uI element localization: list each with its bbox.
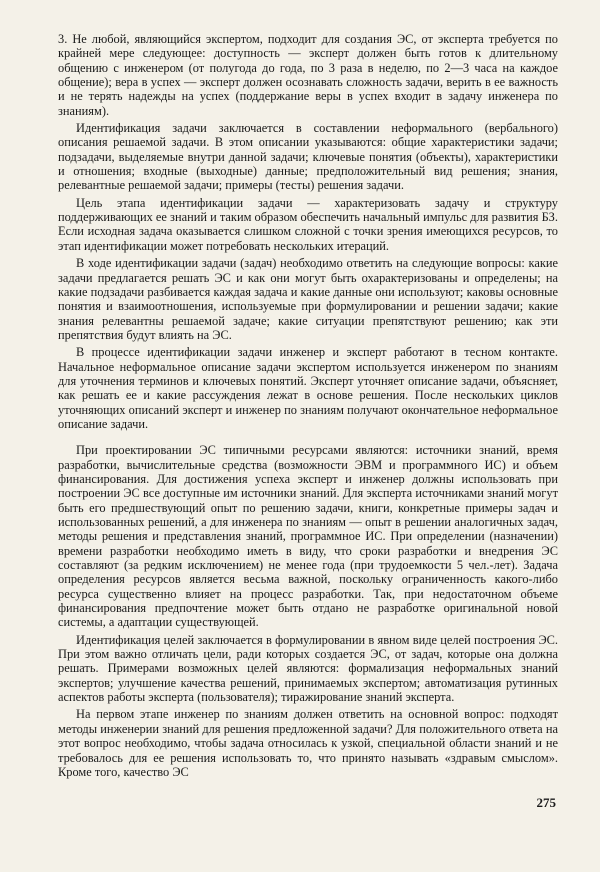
paragraph-goal-identification: Идентификация целей заключается в формулировании в явном виде целей построения ЭС. При этом важно отличать цели, ради которых создается ЭС, от задач, которые она должна решать. Примерами возможных целей являются: формализация неформальных знаний экспертов; улучшение качества решений, принимаемых экспертом; автоматизация рутинных аспектов работы эксперта (пользователя); тиражирование знаний эксперта. <box>58 632 558 705</box>
paragraph-identification-goal: Цель этапа идентификации задачи — характеризовать задачу и структуру поддерживающих ее знаний и таким образом обеспечить начальный импульс для развития БЗ. Если исходная задача оказывается слишком сложной с точки зрения имеющихся ресурсов, то этап идентификации может потребовать нескольких итераций. <box>58 195 558 253</box>
paragraph-expert-requirements: 3. Не любой, являющийся экспертом, подходит для создания ЭС, от эксперта требуется по крайней мере следующее: доступность — эксперт должен быть готов к длительному общению с инженером (от полугода до года, по 3 раза в неделю, по 2—3 часа на каждое общение); вера в успех — эксперт должен осознавать сложность задачи, верить в ее важность и не терять надежды на успех (поддержание веры в успех входит в задачу инженера по знаниям). <box>58 32 558 118</box>
paragraph-identification-questions: В ходе идентификации задачи (задач) необходимо ответить на следующие вопросы: какие задачи предлагается решать ЭС и как они могут быть охарактеризованы и определены; на какие подзадачи разбивается каждая задача и какие данные они используют; каковы основные понятия и взаимоотношения, используемые при формулировании и решении задачи; какие знания релевантны решаемой задаче; какие ситуации препятствуют решению; как эти препятствия будут влиять на ЭС. <box>58 256 558 342</box>
page-number: 275 <box>536 795 556 810</box>
paragraph-first-stage: На первом этапе инженер по знаниям должен ответить на основной вопрос: подходят методы инженерии знаний для решения предложенной задачи? Для положительного ответа на этот вопрос необходимо, чтобы задача относилась к узкой, специальной области знаний и не требовалось для ее решения использовать то, что принято называть «здравым смыслом». Кроме того, качество ЭС <box>58 707 558 779</box>
paragraph-engineer-expert-contact: В процессе идентификации задачи инженер и эксперт работают в тесном контакте. Начальное неформальное описание задачи экспертом используется инженером по знаниям для уточнения терминов и ключевых понятий. Эксперт уточняет описание задачи, объясняет, как решать ее и какие рассуждения лежат в основе решения. После нескольких циклов уточняющих описаний эксперт и инженер по знаниям получают окончательное неформальное описание задачи. <box>58 345 558 431</box>
paragraph-resources: При проектировании ЭС типичными ресурсами являются: источники знаний, время разработки, вычислительные средства (возможности ЭВМ и программного ИС) и объем финансирования. Для достижения успеха эксперт и инженер должны использовать при построении ЭС все доступные им источники знаний. Для эксперта источниками знаний могут быть его предшествующий опыт по решению задачи, книги, конкретные примеры задач и использованных решений, а для инженера по знаниям — опыт в решении аналогичных задач, методы решения и представления знаний, программное ИС. При определении (назначении) времени разработки необходимо иметь в виду, что сроки разработки и внедрения ЭС составляют (за редким исключением) не менее года (при трудоемкости 5 чел.-лет). Задача определения ресурсов является весьма важной, поскольку ограниченность какого-либо ресурса существенно влияет на процесс разработки. Так, при недостаточном объеме финансирования предпочтение может быть отдано не разработке оригинальной новой системы, а адаптации существующей. <box>58 443 558 630</box>
paragraph-task-identification: Идентификация задачи заключается в составлении неформального (вербального) описания решаемой задачи. В этом описании указываются: общие характеристики задачи; подзадачи, выделяемые внутри данной задачи; ключевые понятия (объекты), характеристики и отношения; входные (выходные) данные; предположительный вид решения; знания, релевантные решаемой задачи; примеры (тесты) решения задачи. <box>58 121 558 193</box>
